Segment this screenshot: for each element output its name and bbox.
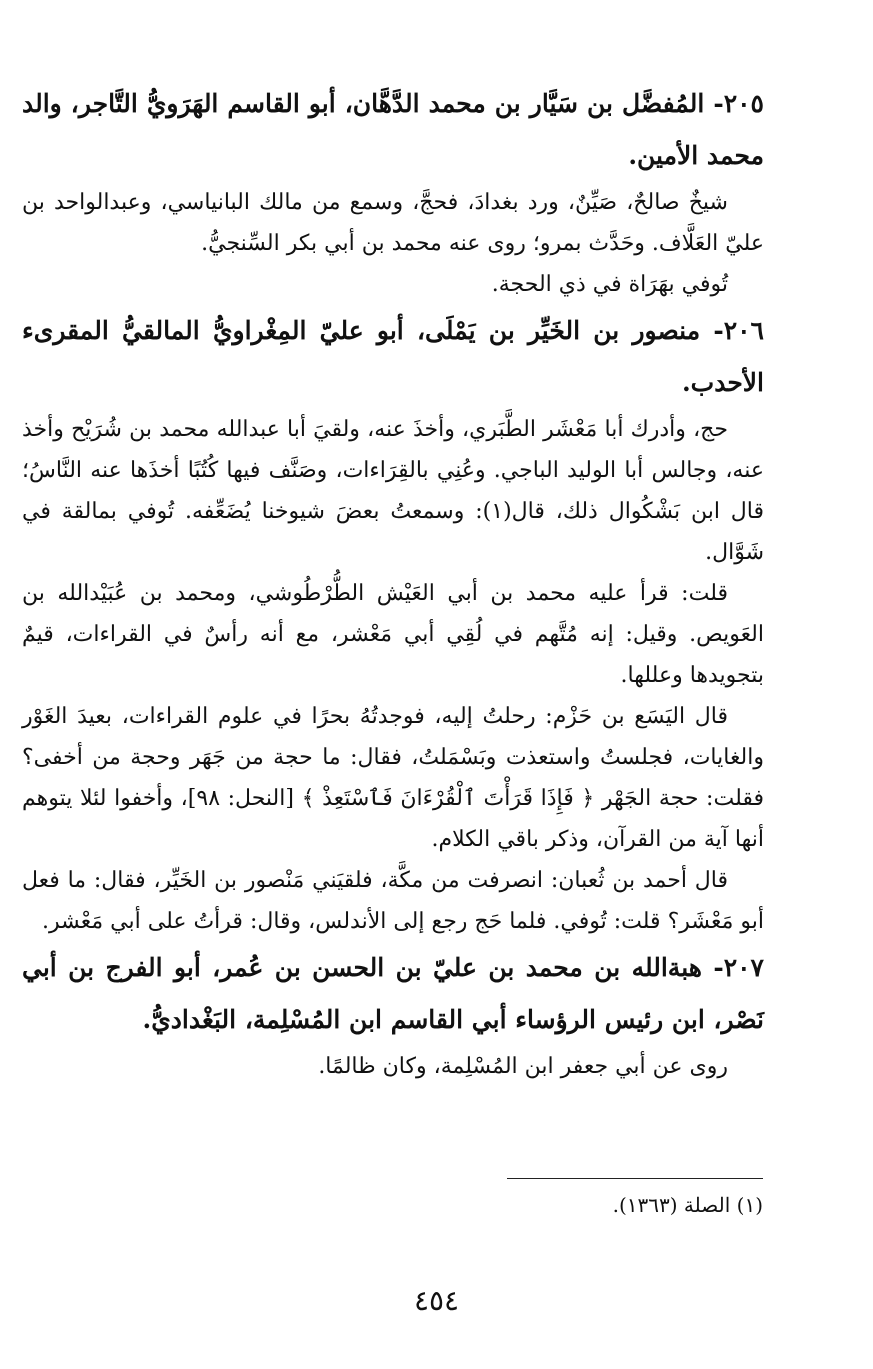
entry-paragraph: قال اليَسَع بن حَزْم: رحلتُ إليه، فوجدتُهُ بحرًا في علوم القراءات، بعيدَ الغَوْر والغايات، فجلستُ واستعذت وبَسْمَلتُ، فقال: ما حجة من جَهَر وحجة من أخفى؟ فقلت: حجة الجَهْر ﴿ فَإِذَا قَرَأْتَ ٱلْقُرْءَانَ فَٱسْتَعِذْ ﴾ [النحل: ٩٨]، وأخفوا لئلا يتوهم أنها آية من القرآن، وذكر باقي الكلام. xyxy=(22,704,764,852)
entry-paragraph: قلت: قرأ عليه محمد بن أبي العَيْش الطُّرْطُوشي، ومحمد بن عُبَيْدالله بن العَويص. وقيل: إنه مُتَّهم في لُقِي أبي مَعْشر، مع أنه رأسٌ في القراءات، قيمٌ بتجويدها وعللها. xyxy=(22,581,764,688)
entry-paragraph: روى عن أبي جعفر ابن المُسْلِمة، وكان ظالمًا. xyxy=(318,1054,728,1079)
entry-paragraph: شيخٌ صالحٌ، صَيِّنٌ، ورد بغدادَ، فحجَّ، وسمع من مالك البانياسي، وعبدالواحد بن عليّ العَلَّاف. وحَدَّث بمرو؛ روى عنه محمد بن أبي بكر السِّنجيُّ. xyxy=(22,190,764,256)
footnote: (١) الصلة (١٣٦٣). xyxy=(612,1193,763,1217)
entry-paragraph: حج، وأدرك أبا مَعْشَر الطَّبَري، وأخذَ عنه، ولقيَ أبا عبدالله محمد بن شُرَيْح وأخذ عنه، وجالس أبا الوليد الباجي. وعُنِي بالقِرَاءات، وصَنَّف فيها كُتُبًا أخذَها عنه النَّاسُ؛ قال ابن بَشْكُوال ذلك، قال(١): وسمعتُ بعضَ شيوخنا يُضَعِّفه. تُوفي بمالقة في شَوَّال. xyxy=(22,417,765,565)
page-body xyxy=(22,78,764,1087)
entry-title-206: ٢٠٦- منصور بن الخَيِّر بن يَمْلَى، أبو عليّ المِغْراويُّ المالقيُّ المقرىء الأحدب. xyxy=(22,316,764,397)
entry-title-207: ٢٠٧- هبةالله بن محمد بن عليّ بن الحسن بن عُمر، أبو الفرج بن أبي نَصْر، ابن رئيس الرؤساء أبي القاسم ابن المُسْلِمة، البَغْداديُّ. xyxy=(22,953,764,1034)
page-number: ٤٥٤ xyxy=(413,1284,460,1317)
entry-paragraph: تُوفي بهَرَاة في ذي الحجة. xyxy=(491,272,728,297)
footnote-divider xyxy=(507,1178,763,1179)
entry-title-205: ٢٠٥- المُفضَّل بن سَيَّار بن محمد الدَّهَّان، أبو القاسم الهَرَويُّ التَّاجر، والد محمد الأمين. xyxy=(22,89,764,170)
entry-paragraph: قال أحمد بن ثُعبان: انصرفت من مكَّة، فلقيَني مَنْصور بن الخَيِّر، فقال: ما فعل أبو مَعْشَر؟ قلت: تُوفي. فلما حَج رجع إلى الأندلس، وقال: قرأتُ على أبي مَعْشر. xyxy=(22,868,764,934)
